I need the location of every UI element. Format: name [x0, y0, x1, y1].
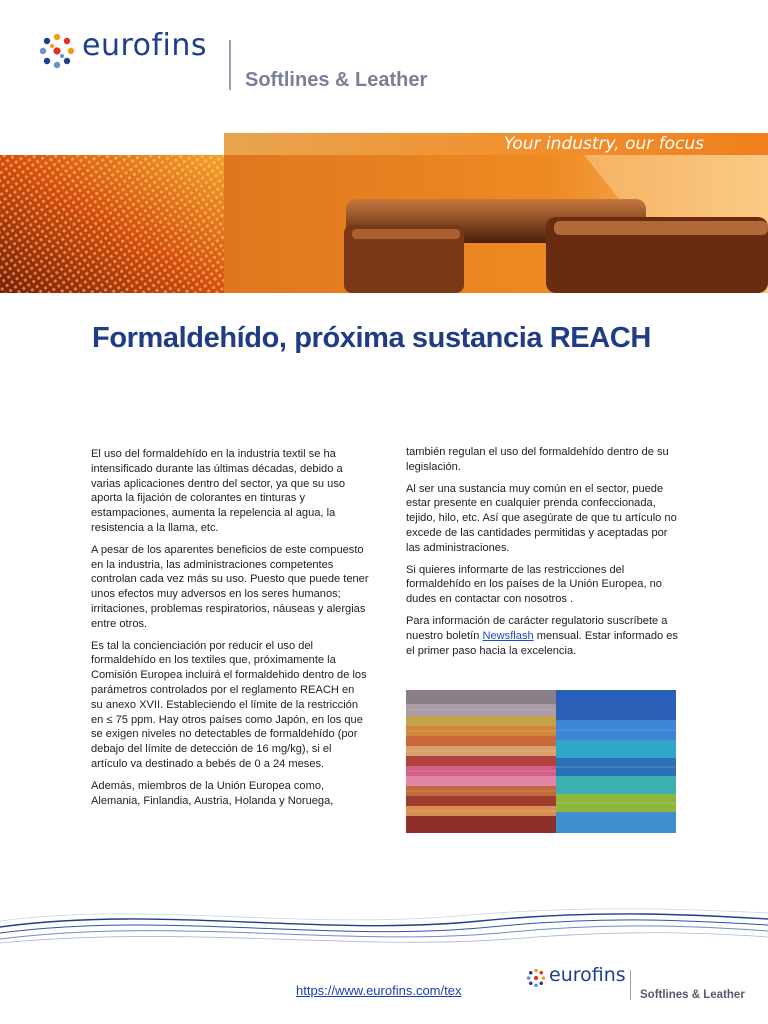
closing-text-end: mensual. Estar informado es el primer paso hacia la excelencia. [406, 629, 678, 657]
article-left-column [91, 447, 369, 815]
eurofins-logo-footer [526, 965, 646, 995]
article-right-column [406, 445, 682, 665]
logo-divider-footer [630, 970, 631, 1000]
newsflash-link[interactable]: Newsflash [482, 629, 534, 642]
article-title: Formaldehído, próxima sustancia REACH [92, 322, 651, 354]
paragraph: A pesar de los aparentes beneficios de este compuesto en la industria, las administraciones competentes controlan cada vez más su uso. Puesto que puede tener unos efectos muy adversos en los seres humanos; irritaciones, problemas respiratorios, náuseas y alergias entre otros. [91, 543, 369, 630]
paragraph: Además, miembros de la Unión Europea como, Alemania, Finlandia, Austria, Holanda y Noruega, [91, 779, 334, 807]
closing-text-start: Para información de carácter regulatorio suscríbete a nuestro boletín [406, 614, 668, 642]
fabric-stack-photo [406, 690, 676, 833]
eurofins-dots-icon [526, 968, 546, 988]
eurofins-logo [38, 30, 238, 74]
paragraph: Si quieres informarte de las restricciones del formaldehído en los países de la Unión Europea, no dudes en contactar con nosotros . [406, 563, 662, 606]
paragraph: Es tal la concienciación por reducir el uso del formaldehído en los textiles que, próximamente la Comisión Europea incluirá el formaldehido dentro de los parámetros controlados por el reglamento REACH en su anexo XVII. Estableciendo el límite de la restricción en ≤ 75 ppm. Hay otros países como Japón, en los que se exigen niveles no detectables de formaldehído (por debajo del límite de detección de 16 mg/kg), si el artículo va destinado a bebés de 0 a 24 meses. [91, 639, 367, 770]
brand-name-footer: eurofins [549, 964, 626, 986]
leather-sofa-image [224, 155, 768, 293]
division-title: Softlines & Leather [245, 69, 428, 91]
woven-fabric-image [0, 155, 224, 293]
paragraph: también regulan el uso del formaldehído dentro de su legislación. [406, 446, 669, 473]
division-title-footer: Softlines & Leather [640, 989, 745, 1001]
tagline: Your industry, our focus [503, 134, 704, 154]
header-banner [0, 133, 768, 293]
paragraph: Al ser una sustancia muy común en el sector, puede estar presente en cualquier prenda confeccionada, tejido, hilo, etc. Así que asegúrate de que tu artículo no excede de las cantidades permitidas y aceptadas por las administraciones. [406, 482, 677, 554]
footer-url-link[interactable]: https://www.eurofins.com/tex [296, 983, 462, 998]
closing-paragraph [406, 614, 682, 658]
eurofins-dots-icon [38, 32, 76, 70]
logo-divider [229, 40, 231, 90]
tagline-bar [224, 133, 768, 155]
paragraph: El uso del formaldehído en la industria textil se ha intensificado durante las últimas décadas, debido a varias aplicaciones dentro del sector, ya que su uso aporta la fijación de colorantes en tinturas y estampaciones, aumenta la repelencia al agua, la resistencia a la llama, etc. [91, 448, 346, 534]
decorative-wave-lines [0, 895, 768, 955]
brand-name: eurofins [82, 28, 208, 63]
